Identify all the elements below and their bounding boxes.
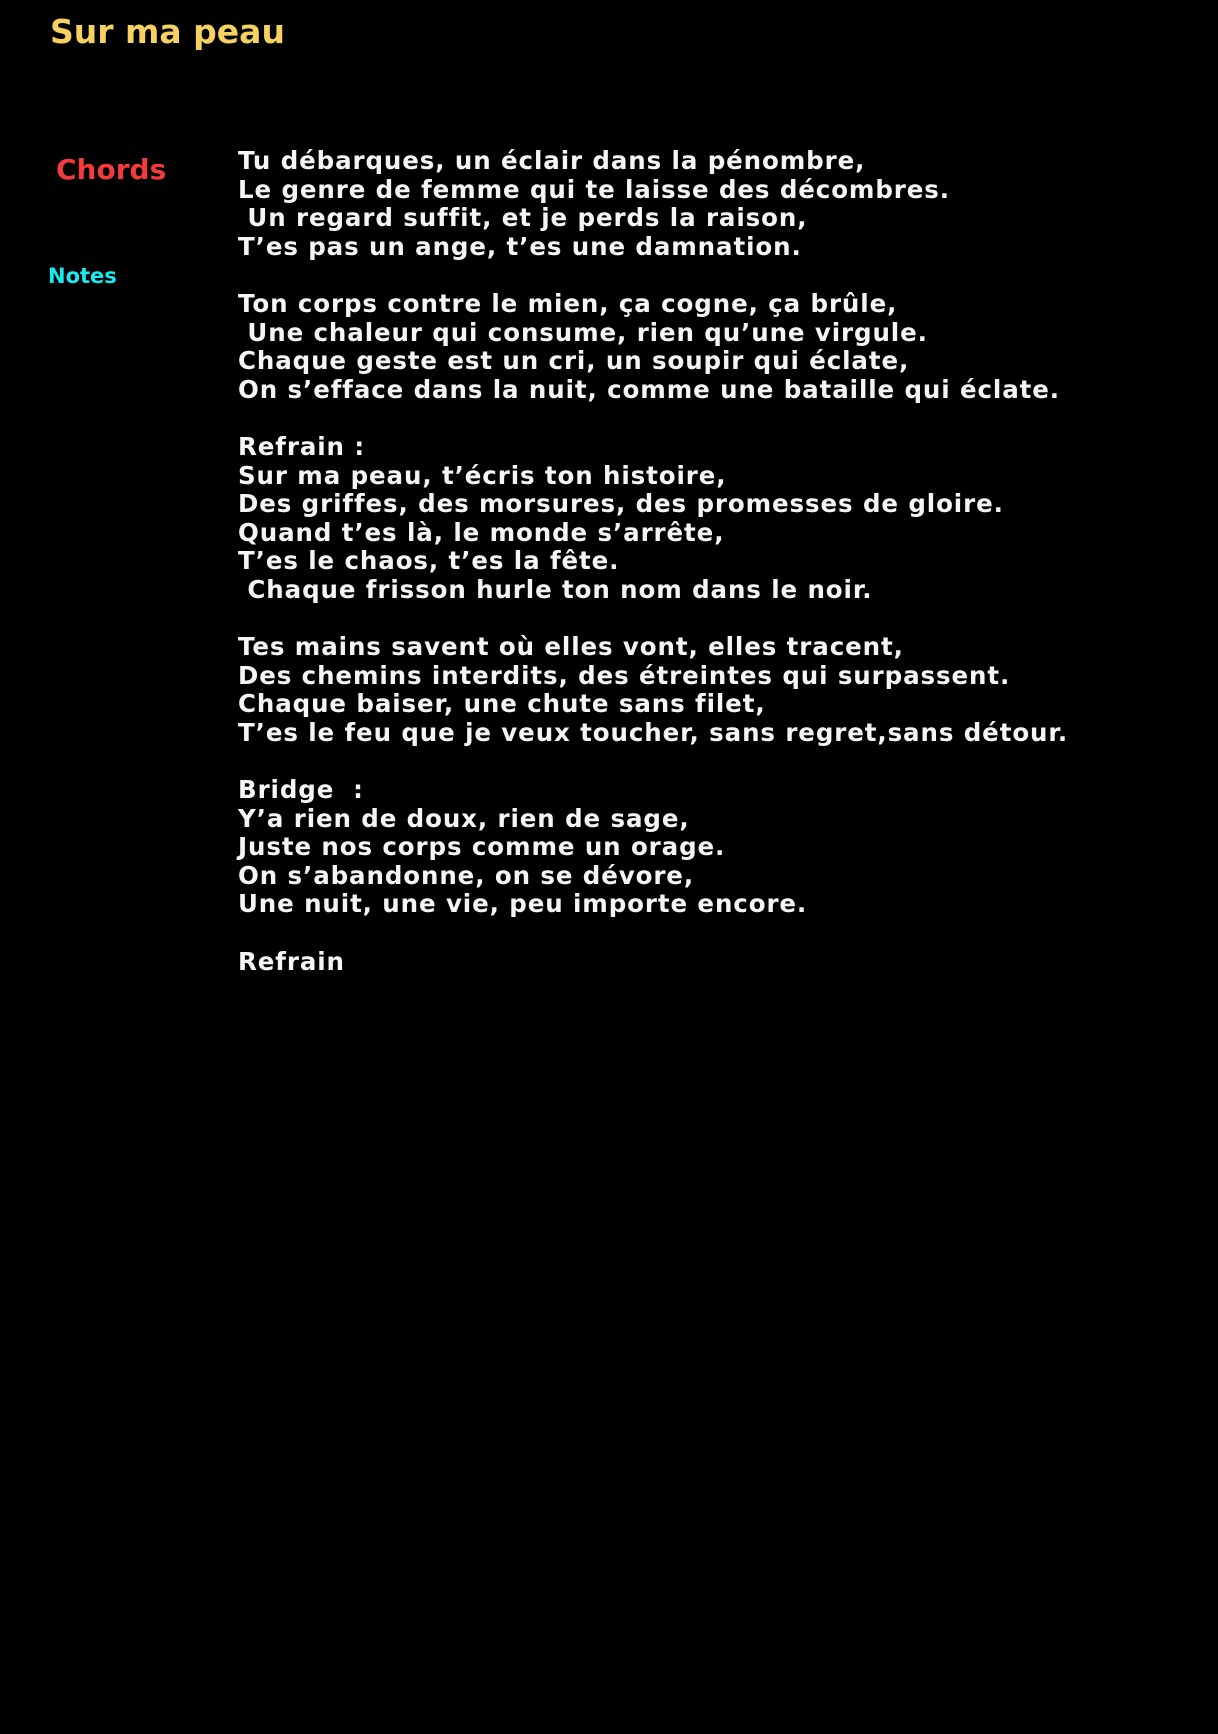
stanza bbox=[238, 147, 1198, 261]
lyric-line: Des griffes, des morsures, des promesses de gloire. bbox=[238, 489, 1004, 519]
lyric-line: Un regard suffit, et je perds la raison, bbox=[238, 203, 808, 233]
chords-link[interactable]: Chords bbox=[56, 153, 167, 186]
lyric-line: Le genre de femme qui te laisse des décombres. bbox=[238, 174, 950, 204]
lyric-line: Sur ma peau, t’écris ton histoire, bbox=[238, 460, 727, 490]
lyric-line: Tu débarques, un éclair dans la pénombre, bbox=[238, 146, 866, 175]
lyric-line: Ton corps contre le mien, ça cogne, ça brûle, bbox=[238, 288, 898, 318]
lyric-line: Juste nos corps comme un orage. bbox=[238, 832, 726, 862]
notes-link[interactable]: Notes bbox=[48, 264, 117, 288]
lyric-line: T’es le chaos, t’es la fête. bbox=[238, 546, 620, 576]
lyric-line: Y’a rien de doux, rien de sage, bbox=[238, 803, 690, 833]
lyric-line: T’es le feu que je veux toucher, sans regret,sans détour. bbox=[238, 717, 1069, 747]
lyric-line: Une nuit, une vie, peu importe encore. bbox=[238, 889, 808, 919]
lyric-line: On s’abandonne, on se dévore, bbox=[238, 860, 695, 890]
lyric-line: On s’efface dans la nuit, comme une bataille qui éclate. bbox=[238, 374, 1060, 404]
stanza bbox=[238, 633, 1198, 747]
lyrics-body bbox=[238, 147, 1198, 1005]
section-label-refrain: Refrain bbox=[238, 946, 345, 976]
lyric-line: Chaque geste est un cri, un soupir qui éclate, bbox=[238, 346, 910, 376]
stanza bbox=[238, 290, 1198, 404]
lyric-line: Quand t’es là, le monde s’arrête, bbox=[238, 517, 725, 547]
section-label-bridge: Bridge : bbox=[238, 775, 364, 805]
stanza bbox=[238, 948, 1198, 977]
lyric-line: Une chaleur qui consume, rien qu’une virgule. bbox=[238, 317, 928, 347]
lyric-line: Tes mains savent où elles vont, elles tracent, bbox=[238, 632, 904, 662]
lyric-line: T’es pas un ange, t’es une damnation. bbox=[238, 231, 802, 261]
song-title: Sur ma peau bbox=[50, 12, 285, 51]
lyric-line: Chaque frisson hurle ton nom dans le noir. bbox=[238, 574, 873, 604]
section-label-refrain: Refrain : bbox=[238, 431, 366, 461]
lyric-line: Chaque baiser, une chute sans filet, bbox=[238, 689, 766, 719]
stanza bbox=[238, 433, 1198, 605]
stanza bbox=[238, 776, 1198, 919]
lyric-line: Des chemins interdits, des étreintes qui surpassent. bbox=[238, 660, 1011, 690]
